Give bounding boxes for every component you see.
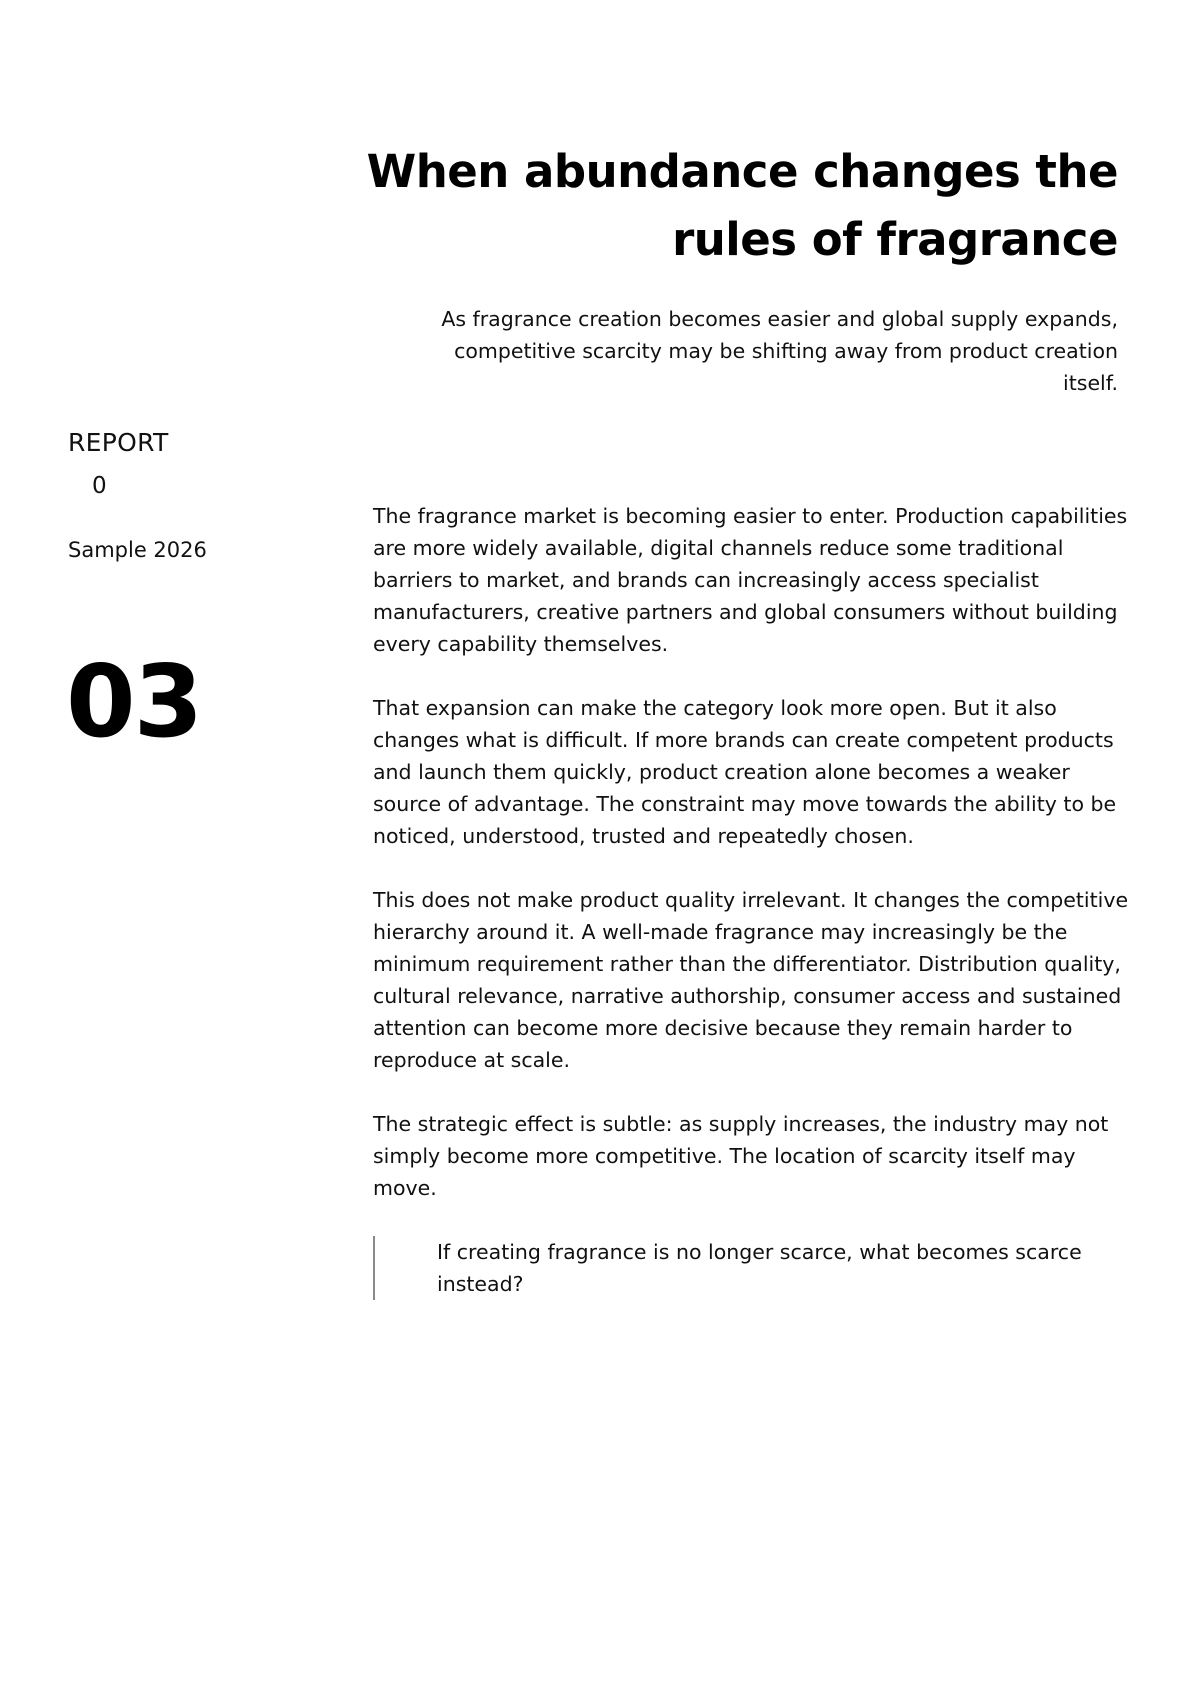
- body-paragraph: The strategic effect is subtle: as supply increases, the industry may not simply become more competitive. The location of scarcity itself may move.: [373, 1112, 1109, 1200]
- report-label: REPORT: [68, 428, 169, 457]
- page-subtitle: As fragrance creation becomes easier and global supply expands, competitive scarcity may be shifting away from product creation itself.: [441, 307, 1118, 395]
- section-number: 03: [66, 643, 202, 760]
- body-paragraph: This does not make product quality irrelevant. It changes the competitive hierarchy around it. A well-made fragrance may increasingly be the minimum requirement rather than the differentiator. Distribution quality, cultural relevance, narrative authorship, consumer access and sustained attention can become more decisive because they remain harder to reproduce at scale.: [373, 888, 1129, 1072]
- sample-year: Sample 2026: [68, 538, 207, 562]
- body-paragraph: The fragrance market is becoming easier to enter. Production capabilities are more widely available, digital channels reduce some traditional barriers to market, and brands can increasingly access specialist manufacturers, creative partners and global consumers without building every capability themselves.: [373, 504, 1128, 656]
- page-title: When abundance changes the rules of fragrance: [366, 145, 1118, 266]
- pull-quote: If creating fragrance is no longer scarce, what becomes scarce instead?: [373, 1236, 1133, 1300]
- report-number: 0: [92, 473, 107, 499]
- body-text: [373, 500, 1133, 1300]
- body-paragraph: That expansion can make the category look more open. But it also changes what is difficult. If more brands can create competent products and launch them quickly, product creation alone becomes a weaker source of advantage. The constraint may move towards the ability to be noticed, understood, trusted and repeatedly chosen.: [373, 696, 1117, 848]
